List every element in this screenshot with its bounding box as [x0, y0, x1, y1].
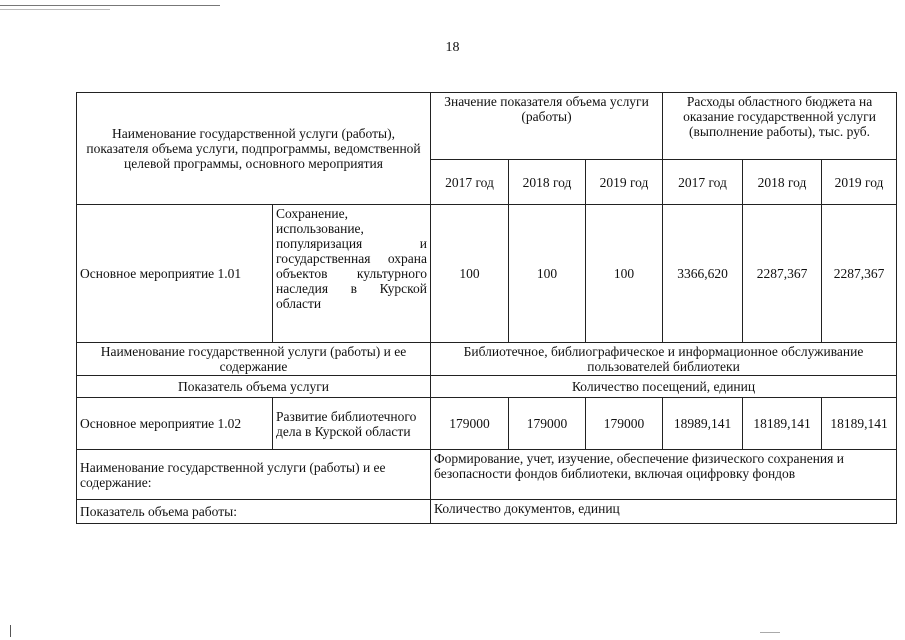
volume-value: 100: [431, 205, 509, 343]
header-budget-group: Расходы областного бюджета на оказание государственной услуги (выполнение работы), тыс. руб.: [663, 93, 897, 160]
volume-value: 179000: [509, 398, 586, 450]
indicator-value: Количество посещений, единиц: [431, 376, 897, 398]
table-row: [77, 398, 897, 450]
service-row: [77, 450, 897, 500]
indicator-row: [77, 376, 897, 398]
budget-value: 18189,141: [743, 398, 822, 450]
budget-value: 2287,367: [822, 205, 897, 343]
header-row: [77, 93, 897, 160]
volume-value: 179000: [431, 398, 509, 450]
indicator-label: Показатель объема услуги: [77, 376, 431, 398]
measure-description: Развитие библиотечного дела в Курской области: [273, 398, 431, 450]
service-value: Формирование, учет, изучение, обеспечение физического сохранения и безопасности фондов библиотеки, включая оцифровку фондов: [431, 450, 897, 500]
measure-name: Основное мероприятие 1.02: [77, 398, 273, 450]
budget-table: [76, 92, 897, 524]
service-value: Библиотечное, библиографическое и информационное обслуживание пользователей библиотеки: [431, 343, 897, 376]
indicator-label: Показатель объема работы:: [77, 500, 431, 524]
measure-description: Сохранение, использование, популяризация и государственная охрана объектов культурного наследия в Курской области: [273, 205, 431, 343]
volume-value: 100: [586, 205, 663, 343]
page-number: 18: [445, 40, 460, 55]
year-header: 2018 год: [743, 160, 822, 205]
header-name-cell: Наименование государственной услуги (работы), показателя объема услуги, подпрограммы, ведомственной целевой программы, основного мероприятия: [77, 93, 431, 205]
budget-value: 18989,141: [663, 398, 743, 450]
measure-name: Основное мероприятие 1.01: [77, 205, 273, 343]
indicator-row: [77, 500, 897, 524]
volume-value: 179000: [586, 398, 663, 450]
service-label: Наименование государственной услуги (работы) и ее содержание: [77, 343, 431, 376]
budget-value: 18189,141: [822, 398, 897, 450]
header-volume-group: Значение показателя объема услуги (работы): [431, 93, 663, 160]
scan-artifact-line: [0, 9, 110, 10]
service-row: [77, 343, 897, 376]
scan-artifact-mark: [760, 632, 780, 633]
year-header: 2019 год: [586, 160, 663, 205]
year-header: 2018 год: [509, 160, 586, 205]
year-header: 2017 год: [431, 160, 509, 205]
volume-value: 100: [509, 205, 586, 343]
service-label: Наименование государственной услуги (работы) и ее содержание:: [77, 450, 431, 500]
table-row: [77, 205, 897, 343]
budget-value: 3366,620: [663, 205, 743, 343]
scan-artifact-mark: [10, 625, 11, 637]
year-header: 2019 год: [822, 160, 897, 205]
indicator-value: Количество документов, единиц: [431, 500, 897, 524]
year-header: 2017 год: [663, 160, 743, 205]
scan-artifact-line: [0, 5, 220, 6]
budget-value: 2287,367: [743, 205, 822, 343]
